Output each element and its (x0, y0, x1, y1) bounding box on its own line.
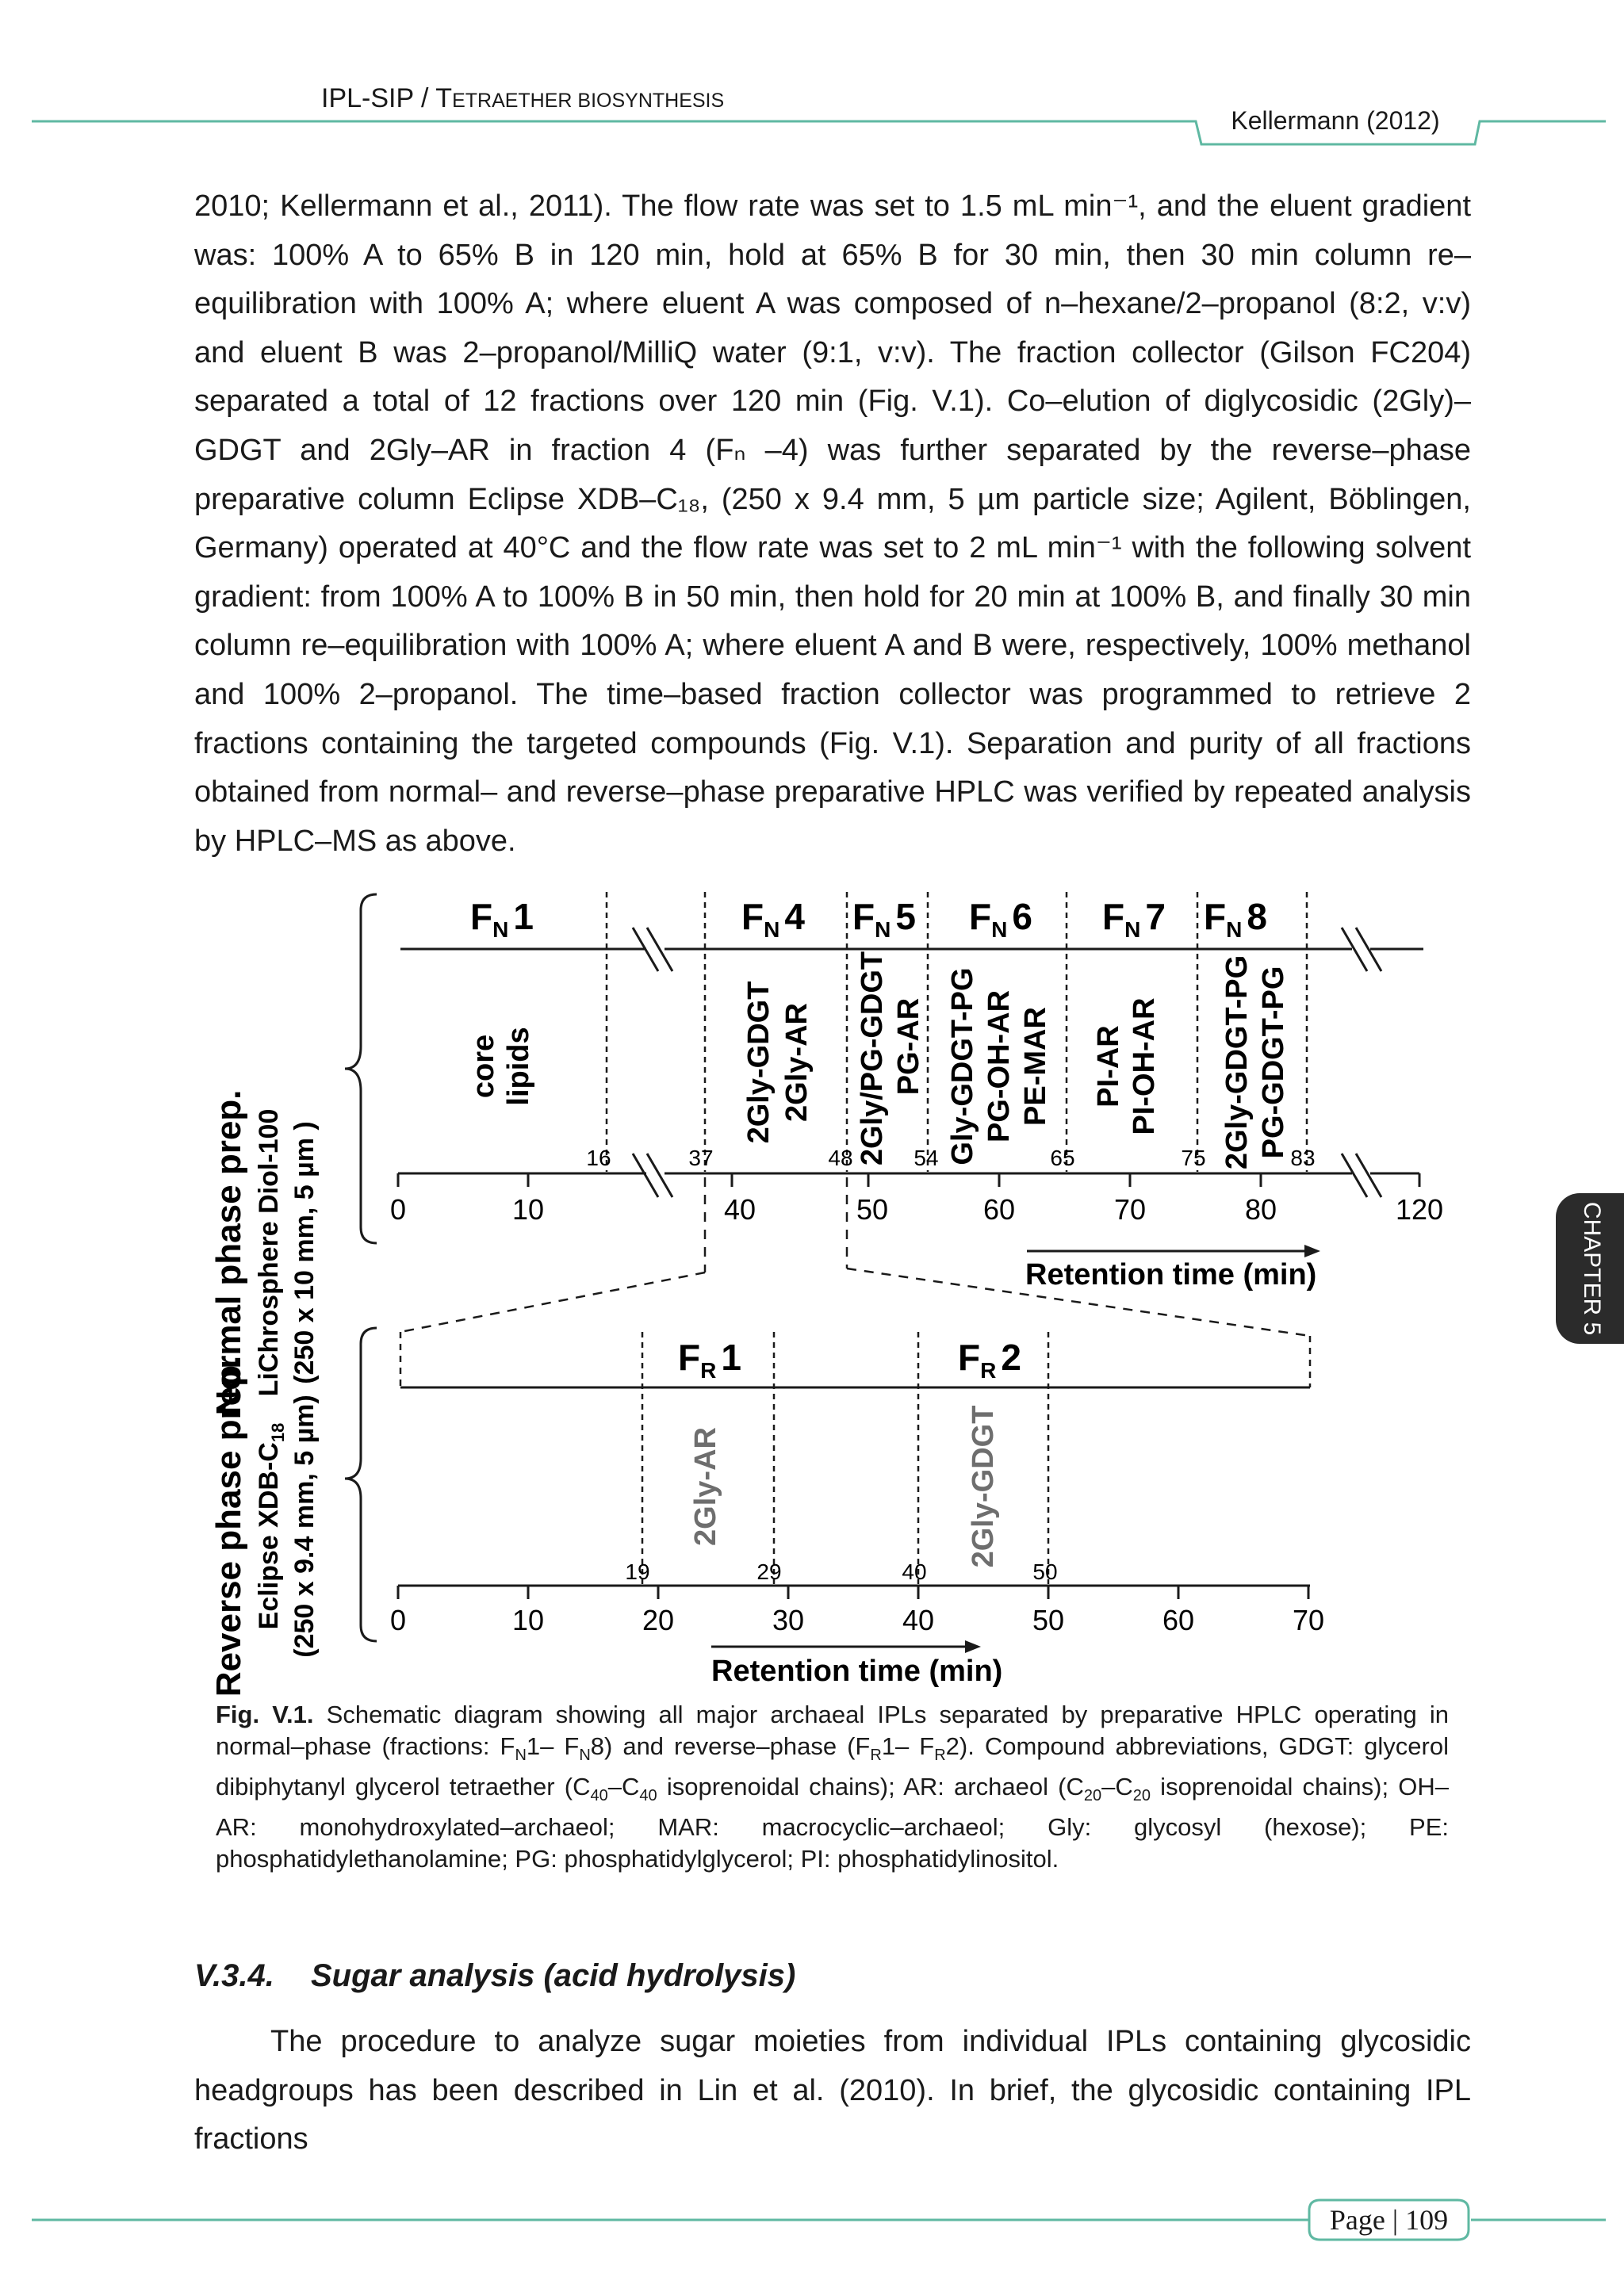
reverse-tick-label: 0 (389, 1604, 407, 1636)
section-number: V.3.4. (194, 1958, 274, 1993)
header-author: Kellermann (2012) (1231, 106, 1440, 135)
normal-axis-label: Retention time (min) (1025, 1258, 1317, 1292)
body-paragraph-2 (194, 2018, 1471, 2164)
compound-pg-gdgt-pg: PG-GDGT-PG (1257, 966, 1290, 1159)
fraction-label-fn5: $F_N$ 5 (852, 896, 916, 942)
compound-r-2gly-gdgt: 2Gly-GDGT (967, 1405, 1000, 1568)
reverse-tick-label: 60 (1162, 1604, 1195, 1636)
compound-pi-oh-ar: PI-OH-AR (1128, 997, 1161, 1135)
compound-pi-ar: PI-AR (1092, 1025, 1125, 1108)
normal-tick-label: 50 (856, 1193, 889, 1226)
compound-pe-mar: PE-MAR (1019, 1007, 1052, 1126)
boundary-label: 19 (625, 1559, 650, 1584)
normal-axis-break-1 (633, 1154, 672, 1197)
boundary-label: 40 (902, 1559, 927, 1584)
normal-compound-labels (467, 951, 1290, 1169)
reverse-frame-sides (400, 1332, 1310, 1387)
compound-r-2gly-ar: 2Gly-AR (689, 1427, 722, 1546)
section-heading (194, 1958, 795, 1994)
normal-tick-label: 70 (1113, 1193, 1147, 1226)
caption-label: Fig. V.1. (216, 1701, 314, 1728)
chapter-tab-label: CHAPTER 5 (1579, 1201, 1605, 1336)
fraction-label-fn1: $F_N$ 1 (470, 896, 534, 942)
normal-tick-label: 0 (389, 1193, 407, 1226)
page-number: Page | 109 (1329, 2204, 1449, 2236)
running-title-rest: ETRAETHER BIOSYNTHESIS (452, 90, 725, 112)
compound-lipids: lipids (502, 1027, 535, 1106)
reverse-compound-labels (689, 1406, 1000, 1568)
compound-2gly-gdgt-pg: 2Gly-GDGT-PG (1220, 955, 1254, 1170)
figure-v1 (0, 872, 1624, 1697)
reverse-phase-side-label (209, 1356, 320, 1697)
boundary-label: 50 (1032, 1559, 1058, 1584)
reverse-tick-label: 70 (1292, 1604, 1325, 1636)
body-paragraph-2-text: The procedure to analyze sugar moieties from individual IPLs containing glycosidic headgroups has been described in Lin et al. (2010). In brief, the glycosidic containing IPL fractions (194, 2025, 1471, 2156)
reverse-axis-label: Retention time (min) (711, 1655, 1003, 1688)
normal-phase-dims: (250 x 10 mm, 5 µm ) (289, 1121, 320, 1384)
reverse-phase-column: Eclipse XDB-$C_{18}$ (254, 1422, 288, 1630)
reverse-tick-label: 40 (902, 1604, 935, 1636)
section-title: Sugar analysis (acid hydrolysis) (311, 1958, 796, 1993)
figure-caption-text: Fig. V.1. Schematic diagram showing all major archaeal IPLs separated by preparative HPLC operating in normal–phase (fractions: $F_N1-$ $F_N8$) and reverse–phase ($F_R1-$ $F_R2$). Compound abbreviations, GDGT: glycerol dibiphytanyl glycerol tetraether ($C_{40}-C_{40}$ isoprenoidal chains); AR: archaeol ($C_{20}-C_{20}$ isoprenoidal chains); OH–AR: monohydroxylated–archaeol; MAR: macrocyclic–archaeol; Gly: glycosyl (hexose); PE: phosphatidylethanolamine; PG: phosphatidylglycerol; PI: phosphatidylinositol. (216, 1701, 1450, 1873)
boundary-label: 54 (914, 1146, 939, 1170)
normal-axis-ticks (398, 1173, 1419, 1187)
normal-tick-label: 40 (723, 1193, 756, 1226)
running-title-prefix: IPL-SIP / (321, 83, 436, 113)
compound-pg-oh-ar: PG-OH-AR (982, 989, 1016, 1143)
reverse-tick-label: 20 (642, 1604, 675, 1636)
compound-gly-gdgt-pg: Gly-GDGT-PG (946, 967, 979, 1165)
normal-tick-label: 120 (1395, 1193, 1444, 1226)
boundary-label: 29 (756, 1559, 782, 1584)
boundary-label: 75 (1181, 1146, 1206, 1170)
reverse-axis-arrow (711, 1640, 981, 1653)
boundary-label: 48 (828, 1146, 853, 1170)
footer (0, 2188, 1624, 2252)
normal-tick-label: 60 (982, 1193, 1016, 1226)
fraction-label-fn6: $F_N$ 6 (969, 896, 1032, 942)
body-paragraph-1 (194, 182, 1471, 866)
fraction-label-fn8: $F_N$ 8 (1204, 896, 1267, 942)
header (0, 0, 1624, 159)
running-title-initial: T (435, 83, 453, 113)
compound-2gly-ar: 2Gly-AR (780, 1003, 814, 1122)
normal-axis-arrow (1027, 1245, 1320, 1257)
boundary-label: 16 (586, 1146, 611, 1170)
boundary-label: 83 (1290, 1146, 1316, 1170)
reverse-phase-dims: (250 x 9.4 mm, 5 µm) (289, 1395, 320, 1658)
compound-pg-ar: PG-AR (892, 997, 925, 1096)
normal-fraction-labels (470, 896, 1267, 942)
boundary-label: 37 (688, 1146, 714, 1170)
reverse-tick-label: 50 (1032, 1604, 1065, 1636)
normal-axis-break-2 (1342, 1154, 1381, 1197)
normal-tick-labels (390, 1193, 1443, 1226)
reverse-tick-labels (390, 1604, 1324, 1636)
boundary-label: 65 (1050, 1146, 1075, 1170)
normal-tick-label: 80 (1244, 1193, 1277, 1226)
normal-phase-title: Normal phase prep. (209, 1089, 248, 1416)
body-paragraph-1-text: 2010; Kellermann et al., 2011). The flow rate was set to 1.5 mL min⁻¹, and the eluent gradient was: 100% A to 65% B in 120 min, hold at 65% B for 30 min, then 30 min column re–equilibration with 100% A; where eluent A was composed of n–hexane/2–propanol (8:2, v:v) and eluent B was 2–propanol/MilliQ water (9:1, v:v). The fraction collector (Gilson FC204) separated a total of 12 fractions over 120 min (Fig. V.1). Co–elution of diglycosidic (2Gly)–GDGT and 2Gly–AR in fraction 4 (Fₙ –4) was further separated by the reverse–phase preparative column Eclipse XDB–C₁₈, (250 x 9.4 mm, 5 µm particle size; Agilent, Böblingen, Germany) operated at 40°C and the flow rate was set to 2 mL min⁻¹ with the following solvent gradient: from 100% A to 100% B in 50 min, then hold for 20 min at 100% B, and finally 30 min column re–equilibration with 100% A; where eluent A and B were, respectively, 100% methanol and 100% 2–propanol. The time–based fraction collector was programmed to retrieve 2 fractions containing the targeted compounds (Fig. V.1). Separation and purity of all fractions obtained from normal– and reverse–phase preparative HPLC was verified by repeated analysis by HPLC–MS as above. (194, 189, 1471, 858)
reverse-axis-ticks (398, 1586, 1308, 1599)
running-title (321, 83, 724, 114)
normal-phase-brace (345, 894, 377, 1243)
reverse-fraction-labels (678, 1337, 1021, 1383)
compound-2gly-gdgt: 2Gly-GDGT (742, 981, 776, 1144)
reverse-tick-label: 10 (511, 1604, 545, 1636)
fraction-label-fn7: $F_N$ 7 (1102, 896, 1166, 942)
figure-caption (216, 1699, 1449, 1875)
normal-tick-label: 10 (511, 1193, 545, 1226)
fraction-label-fr1: $F_R$ 1 (678, 1337, 741, 1383)
figure-v1-diagram (0, 872, 1624, 1697)
fraction-label-fn4: $F_N$ 4 (741, 896, 805, 942)
reverse-phase-brace (345, 1328, 377, 1641)
compound-core: core (467, 1034, 500, 1099)
reverse-tick-label: 30 (772, 1604, 805, 1636)
normal-phase-column: LiChrosphere Diol-100 (254, 1108, 284, 1397)
reverse-phase-title: Reverse phase prep. (209, 1355, 248, 1697)
compound-2gly-pg-gdgt: 2Gly/PG-GDGT (856, 951, 889, 1166)
fraction-label-fr2: $F_R$ 2 (958, 1337, 1021, 1383)
